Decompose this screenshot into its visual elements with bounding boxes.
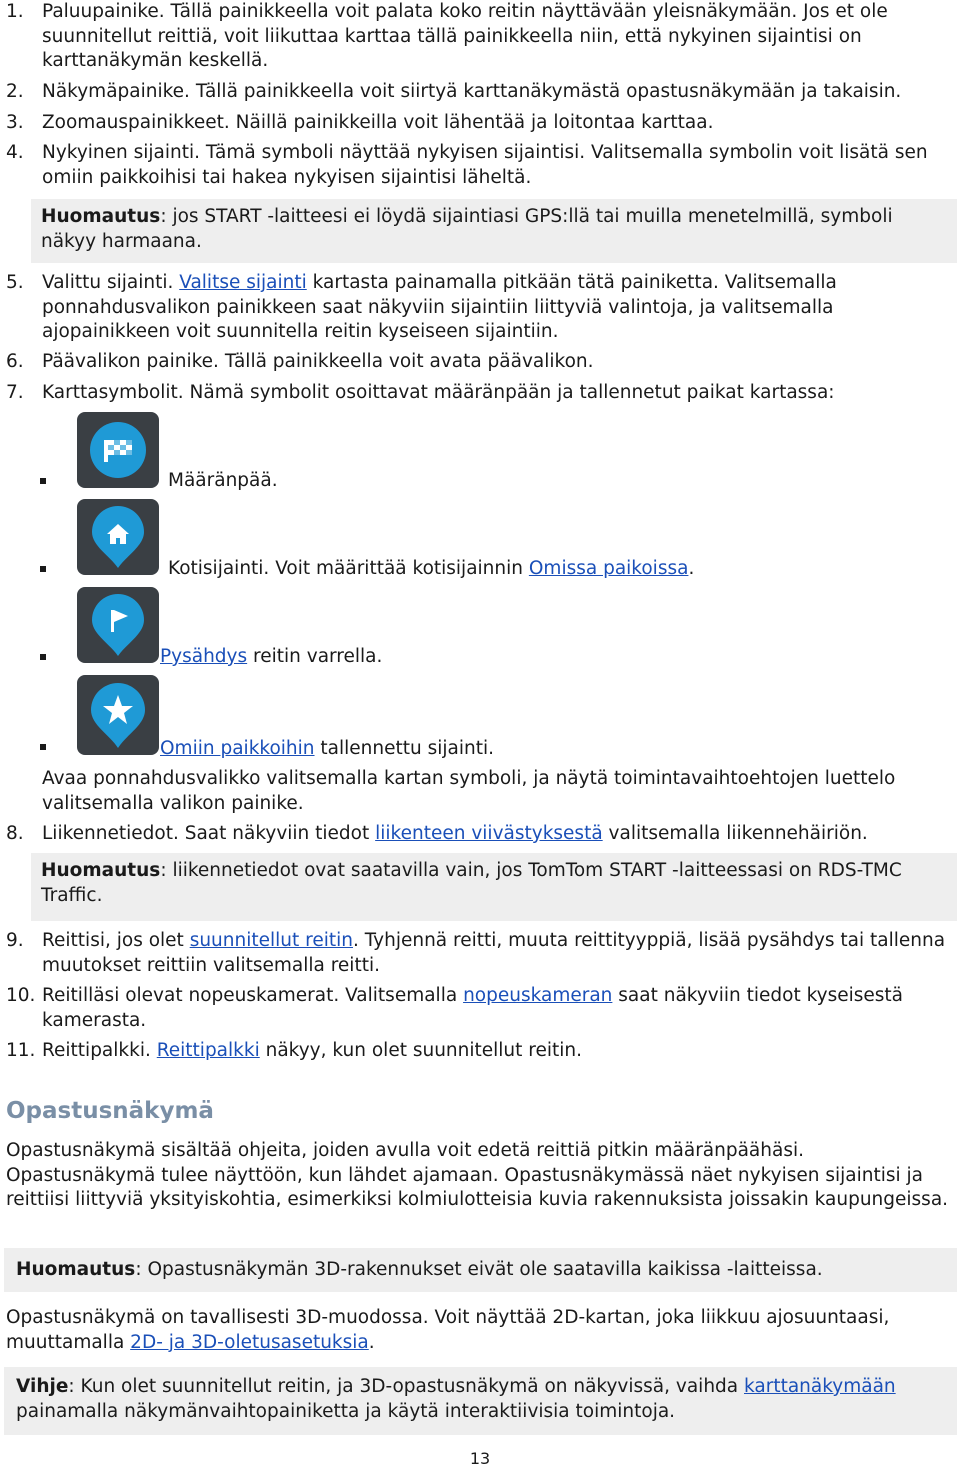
- note-label: Huomautus: [41, 206, 161, 227]
- list-item-text: Paluupainike. Tällä painikkeella voit palata koko reitin näyttävään yleisnäkymään. Jos et ole suunnitellut reittiä, voit liikuttaa karttaa tällä painikkeella niin, että nykyinen sijaintisi on karttanäkymän keskellä.: [42, 1, 888, 71]
- destination-flag-icon: [88, 420, 148, 480]
- section-heading: Opastusnäkymä: [6, 1098, 214, 1124]
- planned-route-link[interactable]: suunnitellut reitin: [189, 930, 353, 951]
- note-label: Huomautus: [41, 860, 161, 881]
- list-item-text: Karttasymbolit. Nämä symbolit osoittavat määränpään ja tallennetut paikat kartassa:: [42, 382, 835, 403]
- bullet: [40, 744, 46, 750]
- map-view-link[interactable]: karttanäkymään: [744, 1376, 896, 1397]
- bullet: [40, 566, 46, 572]
- note-text: : Opastusnäkymän 3D-rakennukset eivät ole saatavilla kaikissa -laitteissa.: [135, 1259, 823, 1280]
- symbol-label-destination: Määränpää.: [168, 470, 278, 491]
- stop-flag-icon: [88, 592, 148, 658]
- note-label: Huomautus: [16, 1259, 136, 1280]
- home-symbol: [77, 499, 159, 575]
- my-places-saved-link[interactable]: Omiin paikkoihin: [160, 738, 315, 759]
- my-places-link[interactable]: Omissa paikoissa: [528, 558, 689, 579]
- traffic-delays-link[interactable]: liikenteen viivästyksestä: [375, 823, 603, 844]
- select-location-link[interactable]: Valitse sijainti: [179, 272, 307, 293]
- note-text: : liikennetiedot ovat saatavilla vain, jos TomTom START -laitteessasi on RDS-TMC Traffic.: [41, 860, 902, 906]
- paragraph: Opastusnäkymä sisältää ohjeita, joiden avulla voit edetä reittiä pitkin määränpäähäsi. Opastusnäkymä tulee näyttöön, kun lähdet ajamaan. Opastusnäkymässä näet nykyisen sijaintisi ja reittiisi liittyviä yksityiskohtia, esimerkiksi kolmiulotteisia kuvia rakennuksista joissakin kaupungeissa.: [6, 1140, 949, 1210]
- star-icon: [87, 680, 149, 750]
- favourite-symbol: [77, 675, 159, 755]
- destination-symbol: [77, 412, 159, 488]
- tip-label: Vihje: [16, 1376, 69, 1397]
- list-item-text: Zoomauspainikkeet. Näillä painikkeilla voit lähentää ja loitontaa karttaa.: [42, 112, 714, 133]
- route-bar-link[interactable]: Reittipalkki: [156, 1040, 260, 1061]
- stop-link[interactable]: Pysähdys: [160, 646, 248, 667]
- home-icon: [88, 504, 148, 570]
- note-box: [4, 1248, 957, 1292]
- note-text: : jos START -laitteesi ei löydä sijaintiasi GPS:llä tai muilla menetelmillä, symboli näkyy harmaana.: [41, 206, 893, 252]
- list-item-text: Nykyinen sijainti. Tämä symboli näyttää nykyisen sijaintisi. Valitsemalla symbolin voit lisätä sen omiin paikkoihisi tai hakea nykyisen sijaintisi läheltä.: [42, 142, 928, 188]
- symbol-label-stop: Pysähdys reitin varrella.: [160, 646, 383, 667]
- stop-symbol: [77, 587, 159, 663]
- bullet: [40, 478, 46, 484]
- page-number: 13: [469, 1449, 491, 1468]
- speed-camera-link[interactable]: nopeuskameran: [463, 985, 613, 1006]
- list-item-text: Päävalikon painike. Tällä painikkeella voit avata päävalikon.: [42, 351, 594, 372]
- bullet: [40, 654, 46, 660]
- tip-box: Vihje: Kun olet suunnitellut reitin, ja 3D-opastusnäkymä on näkyvissä, vaihda karttanäkymään painamalla näkymänvaihtopainiketta ja käytä interaktiivisia toimintoja.: [4, 1367, 957, 1435]
- default-2d-3d-settings-link[interactable]: 2D- ja 3D-oletusasetuksia: [130, 1331, 369, 1353]
- list-item-text: Näkymäpainike. Tällä painikkeella voit siirtyä karttanäkymästä opastusnäkymään ja takaisin.: [42, 81, 902, 102]
- note-box: [31, 199, 957, 263]
- symbol-label-home: Kotisijainti. Voit määrittää kotisijainnin Omissa paikoissa.: [168, 558, 695, 579]
- note-box: [31, 853, 957, 921]
- document-page: 1. Paluupainike. Tällä painikkeella voit palata koko reitin näyttävään yleisnäkymään. Jos et ole suunnitellut reittiä, voit liikuttaa karttaa tällä painikkeella niin, että nykyinen sijaintisi on karttanäkymän keskellä. 2. Näkymäpainike. Tällä painikkeella voit siirtyä karttanäkymästä opastusnäkymään ja takaisin. 3. Zoomauspainikkeet. Näillä painikkeilla voit lähentää ja loitontaa karttaa. 4. Nykyinen sijainti. Tämä symboli näyttää nykyisen sijaintisi. Valitsemalla symbolin voit lisätä sen omiin paikkoihisi tai hakea nykyisen sijaintisi läheltä. Huomautus: jos START -laitteesi ei löydä sijaintiasi GPS:llä tai muilla menetelmillä, symboli näkyy harmaana. 5. Valittu sijainti. Valitse sijainti kartasta painamalla pitkään tätä painiketta. Valitsemalla ponnahdusvalikon painikkeen saat näkyviin sijaintiin liittyviä valintoja, ja valitsemalla ajopainikkeen voit suunnitella reitin kyseiseen sijaintiin. 6. Päävalikon painike. Tällä painikkeella voit avata päävalikon. 7. Karttasymbolit. Nämä symbolit osoittavat määränpään ja tallennetut paikat kartassa: Määränpää. Kotisijainti. Voit määrittää kotisijainnin Omissa paikoissa. Pysähdys reitin varrella. Omiin paikkoihin tallennettu sijainti. Avaa ponnahdusvalikko valitsemalla kartan symboli, ja näytä toimintavaihtoehtojen luettelo valitsemalla valikon painike. 8. Liikennetiedot. Saat näkyviin tiedot liikenteen viivästyksestä valitsemalla liikennehäiriön. Huomautus: liikennetiedot ovat saatavilla vain, jos TomTom START -laitteessasi on RDS-TMC Traffic. 9. Reittisi, jos olet suunnitellut reitin. Tyhjennä reitti, muuta reittityyppiä, lisää pysähdys tai tallenna muutokset reittiin valitsemalla reitti. 10. Reitilläsi olevat nopeuskamerat. Valitsemalla nopeuskameran saat näkyviin tiedot kyseisestä kamerasta. 11. Reittipalkki. Reittipalkki näkyy, kun olet suunnitellut reitin. Opastusnäkymä Opastusnäkymä sisältää ohjeita, joiden avulla voit edetä reittiä pitkin määränpäähäsi. Opastusnäkymä tulee näyttöön, kun lähdet ajamaan. Opastusnäkymässä näet nykyisen sijaintisi ja reittiisi liittyviä yksityiskohtia, esimerkiksi kolmiulotteisia kuvia rakennuksista joissakin kaupungeissa. Huomautus: Opastusnäkymän 3D-rakennukset eivät ole saatavilla kaikissa -laitteissa. Opastusnäkymä on tavallisesti 3D-muodossa. Voit näyttää 2D-kartan, joka liikkuu ajosuuntaasi, muuttamalla 2D- ja 3D-oletusasetuksia. Vihje: Kun olet suunnitellut reitin, ja 3D-opastusnäkymä on näkyvissä, vaihda karttanäkymään painamalla näkymänvaihtopainiketta ja käytä interaktiivisia toimintoja. 13: [0, 0, 960, 1468]
- paragraph: Opastusnäkymä on tavallisesti 3D-muodossa. Voit näyttää 2D-kartan, joka liikkuu ajosuuntaasi, muuttamalla 2D- ja 3D-oletusasetuksia.: [6, 1307, 890, 1353]
- symbol-label-favourite: Omiin paikkoihin tallennettu sijainti.: [160, 738, 494, 759]
